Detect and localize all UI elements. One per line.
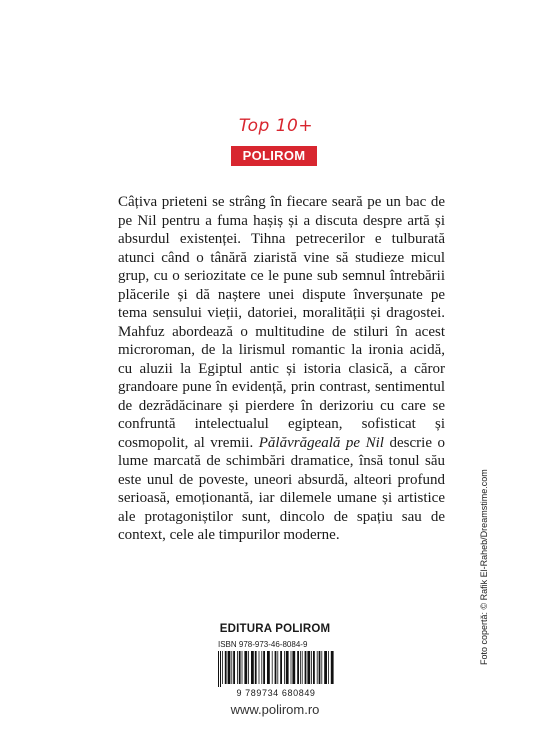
photo-credit: Foto copertă: © Rafik El-Raheb/Dreamstime.com bbox=[479, 469, 489, 665]
barcode-bar bbox=[239, 651, 241, 684]
barcode-bar bbox=[305, 651, 307, 684]
barcode-bar bbox=[324, 651, 327, 684]
barcode-bar bbox=[263, 651, 265, 684]
barcode-bar bbox=[319, 651, 321, 684]
barcode-bar bbox=[277, 651, 278, 684]
barcode-bar bbox=[237, 651, 238, 684]
barcode-bar bbox=[228, 651, 231, 684]
barcode-bar bbox=[291, 651, 292, 684]
barcode-bar bbox=[317, 651, 318, 684]
barcode-bar bbox=[297, 651, 299, 684]
barcode-bar bbox=[331, 651, 334, 684]
barcode-bar bbox=[321, 651, 322, 684]
barcode-bar bbox=[280, 651, 282, 684]
barcode-bar bbox=[244, 651, 247, 684]
book-title-italic: Pălăvrăgeală pe Nil bbox=[258, 434, 384, 451]
barcode-bar bbox=[218, 651, 219, 687]
barcode-bar bbox=[300, 651, 301, 684]
barcode-bar bbox=[233, 651, 235, 684]
blurb-text-2: descrie o lume marcată de schimbări dramatice, însă tonul său este unul de poveste, uneori absurdă, alteori profund serioasă, emoționantă, iar dilemele umane și artistice ale protagoniștilor sunt, dincolo de spațiu sau de context, cele ale timpurilor moderne. bbox=[118, 434, 446, 543]
barcode-bar bbox=[292, 651, 295, 684]
barcode-bar bbox=[284, 651, 285, 684]
barcode-bar bbox=[261, 651, 262, 684]
barcode-bar bbox=[251, 651, 254, 684]
barcode-bar bbox=[313, 651, 315, 684]
barcode-bar bbox=[328, 651, 329, 684]
barcode bbox=[216, 651, 336, 687]
barcode-bar bbox=[267, 651, 270, 684]
barcode-bar bbox=[242, 651, 243, 684]
barcode-bar bbox=[248, 651, 249, 684]
barcode-bar bbox=[225, 651, 227, 684]
barcode-bar bbox=[255, 651, 257, 684]
isbn-label: ISBN 978-973-46-8084-9 bbox=[218, 640, 308, 649]
blurb-text-1: Câțiva prieteni se strâng în fiecare seară pe un bac de pe Nil pentru a fuma hașiș și a discuta despre artă și absurdul existenței. Tihna petrecerilor e tulburată atunci când o tânără ziaristă vine să studieze micul grup, cu o seriozitate ce le pune sub semnul întrebării plăcerile și dă naștere unei dispute înverșunate pe tema sensului vieții, datoriei, moralității și dragostei. Mahfuz abordează o multitudine de stiluri în acest microroman, de la lirismul romantic la ironia acidă, cu aluzii la Egiptul antic și istoria clasică, a căror grandoare pune în evidență, prin contrast, sentimentul de dezrădăcinare și pierdere în derizoriu cu care se confruntă intelectualul egiptean, sofisticat și cosmopolit, al vremii. bbox=[118, 194, 445, 451]
barcode-bar bbox=[275, 651, 277, 684]
barcode-digits: 9 789734 680849 bbox=[236, 688, 316, 698]
book-blurb bbox=[118, 193, 445, 545]
barcode-bar bbox=[259, 651, 260, 684]
barcode-bar bbox=[307, 651, 310, 684]
series-logo: Top 10+ bbox=[238, 116, 314, 136]
publisher-name: EDITURA POLIROM bbox=[219, 623, 331, 635]
barcode-bar bbox=[272, 651, 273, 684]
barcode-bar bbox=[222, 651, 223, 684]
website-url: www.polirom.ro bbox=[230, 702, 320, 717]
barcode-bar bbox=[311, 651, 312, 684]
barcode-bar bbox=[302, 651, 303, 684]
barcode-bar bbox=[286, 651, 289, 684]
brand-badge: POLIROM bbox=[231, 146, 317, 166]
barcode-bar bbox=[220, 651, 221, 687]
barcode-bar bbox=[231, 651, 232, 684]
